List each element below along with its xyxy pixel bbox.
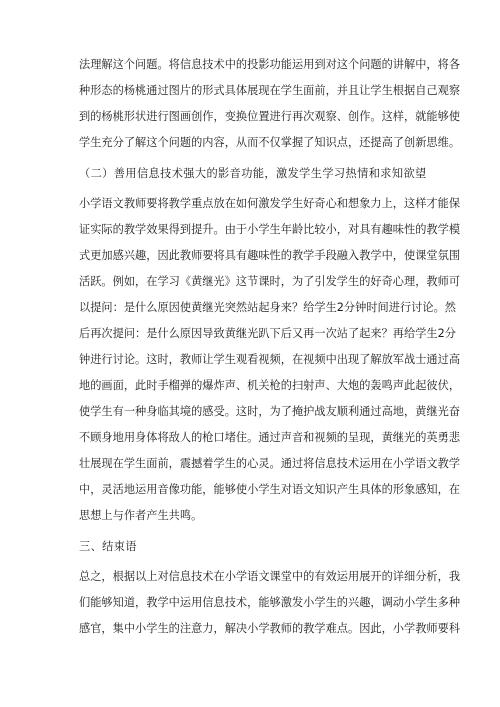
paragraph-2-line: 后再次提问：是什么原因导致黄继光趴下后又再一次站了起来？再给学生2分 xyxy=(79,327,456,340)
paragraph-3-line: 感官，集中小学生的注意力，解决小学教师的教学难点。因此，小学教师要科 xyxy=(79,622,461,635)
paragraph-2-line: 壮展现在学生面前，震撼着学生的心灵。通过将信息技术运用在小学语文教学 xyxy=(79,457,461,470)
paragraph-3-line: 总之，根据以上对信息技术在小学语文课堂中的有效运用展开的详细分析，我 xyxy=(79,570,461,583)
paragraph-2-line: 式更加感兴趣，因此教师要将具有趣味性的教学手段融入教学中，使课堂氛围 xyxy=(79,249,461,262)
paragraph-2-line: 思想上与作者产生共鸣。 xyxy=(79,509,203,522)
paragraph-3-line: 们能够知道，教学中运用信息技术，能够激发小学生的兴趣，调动小学生多种 xyxy=(79,596,461,609)
paragraph-1-line: 法理解这个问题。将信息技术中的投影功能运用到对这个问题的讲解中，将各 xyxy=(79,58,461,71)
paragraph-2-line: 使学生有一种身临其境的感受。这时，为了掩护战友顺利通过高地，黄继光奋 xyxy=(79,405,461,418)
paragraph-2-line: 证实际的教学效果得到提升。由于小学生年龄比较小，对具有趣味性的教学模 xyxy=(79,223,461,236)
paragraph-1-line: 到的杨桃形状进行图画创作，变换位置进行再次观察、创作。这样，就能够使 xyxy=(79,110,461,123)
paragraph-2-line: 地的画面，此时手榴弹的爆炸声、机关枪的扫射声、大炮的轰鸣声此起彼伏， xyxy=(79,379,461,392)
paragraph-2-line: 活跃。例如，在学习《黄继光》这节课时，为了引发学生的好奇心理，教师可 xyxy=(79,275,461,288)
paragraph-1-line: 学生充分了解这个问题的内容，从而不仅掌握了知识点，还提高了创新思维。 xyxy=(79,136,461,149)
paragraph-2-line: 小学语文教师要将教学重点放在如何激发学生好奇心和想象力上，这样才能保 xyxy=(79,197,461,210)
paragraph-1-line: 种形态的杨桃通过图片的形式具体展现在学生面前，并且让学生根据自己观察 xyxy=(79,84,461,97)
section-heading: 三、结束语 xyxy=(79,540,137,553)
paragraph-2-line: 中，灵活地运用音像功能，能够使小学生对语文知识产生具体的形象感知，在 xyxy=(79,483,461,496)
paragraph-2-line: 以提问：是什么原因使黄继光突然站起身来？给学生2分钟时间进行讨论。然 xyxy=(79,301,456,314)
paragraph-2-line: 钟进行讨论。这时，教师让学生观看视频，在视频中出现了解放军战士通过高 xyxy=(79,353,461,366)
paragraph-2-line: 不顾身地用身体将敌人的枪口堵住。通过声音和视频的呈现，黄继光的英勇悲 xyxy=(79,431,461,444)
section-heading: （二）善用信息技术强大的影音功能，激发学生学习热情和求知欲望 xyxy=(79,167,427,180)
